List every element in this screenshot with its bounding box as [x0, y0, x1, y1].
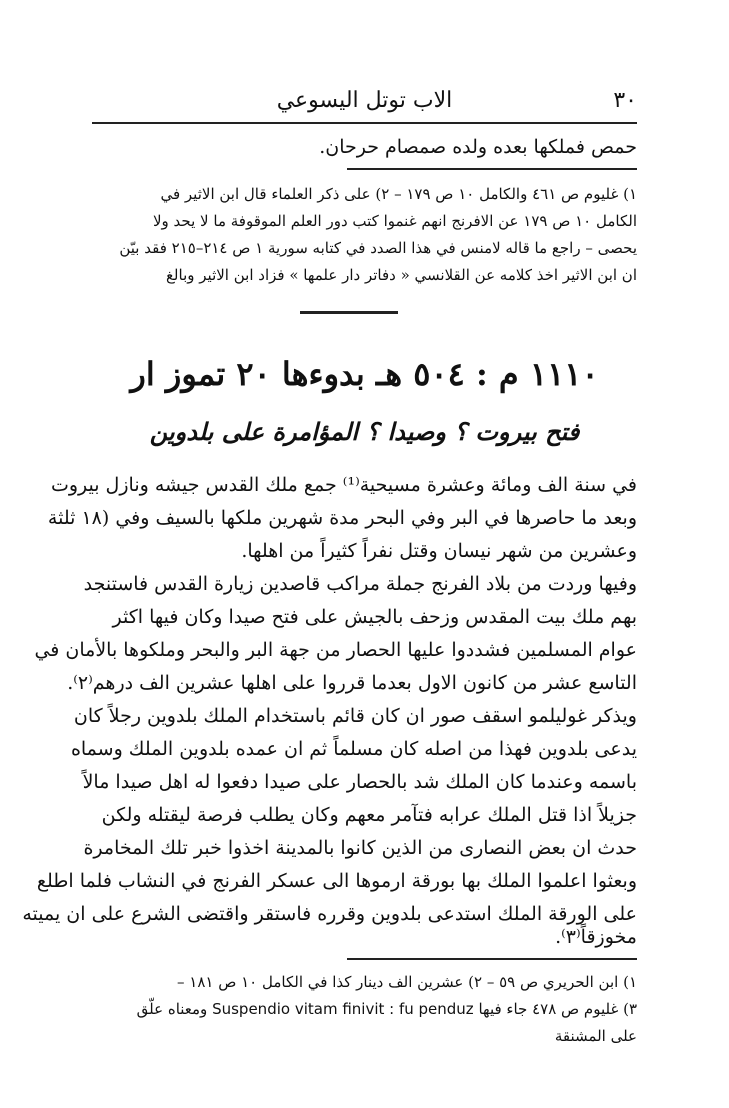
page-number: ٣٠ — [613, 88, 637, 113]
footnote-arabic-start: ٣) غليوم ص ٤٧٨ جاء فيها — [478, 1000, 637, 1018]
running-title: الاب توتل اليسوعي — [276, 88, 453, 113]
footnote-latin-quote: Suspendio vitam finivit : fu penduz — [212, 1000, 474, 1018]
body-line: في سنة الف ومائة وعشرة مسيحية⁽¹⁾ جمع ملك القدس جيشه ونازل بيروت — [50, 474, 637, 496]
top-footnote-line: ١) غليوم ص ٤٦١ والكامل ١٠ ص ١٧٩ – ٢) على ذكر العلماء قال ابن الاثير في — [160, 185, 637, 203]
body-line: وفيها وردت من بلاد الفرنج جملة مراكب قاصدين زيارة القدس فاستنجد — [83, 573, 637, 595]
body-line: التاسع عشر من كانون الاول بعدما قرروا على اهلها عشرين الف درهم⁽٢⁾. — [67, 672, 637, 694]
bottom-footnote-line: ١) ابن الحريري ص ٥٩ – ٢) عشرين الف دينار كذا في الكامل ١٠ ص ١٨١ – — [177, 973, 637, 991]
page-header — [92, 82, 637, 124]
body-line: يدعى بلدوين فهذا من اصله كان مسلماً ثم ان عمده بلدوين الملك وسماه — [70, 738, 637, 760]
body-line: مخوزقاً⁽٣⁾. — [555, 926, 637, 948]
body-line: وبعد ما حاصرها في البر وفي البحر مدة شهرين ملكها بالسيف وفي (١٨ ثلثة — [47, 507, 637, 529]
body-line: باسمه وعندما كان الملك شد بالحصار على صيدا دفعوا له اهل صيدا مالاً — [82, 771, 637, 793]
body-line: جزيلاً اذا قتل الملك عرابه فتآمر معهم وكان يطلب فرصة ليقتله ولكن — [101, 804, 637, 826]
footnote-arabic-end: ومعناه علّق — [136, 1000, 208, 1018]
body-line: وعشرين من شهر نيسان وقتل نفراً كثيراً من اهلها. — [241, 540, 637, 562]
footnote-separator-bottom — [347, 958, 637, 960]
body-line: حدث ان بعض النصارى من الذين كانوا بالمدينة اخذوا خبر تلك المخامرة — [83, 837, 637, 859]
body-line: ويذكر غوليلمو اسقف صور ان كان قائم باستخدام الملك بلدوين رجلاً كان — [73, 705, 637, 727]
body-line: على الورقة الملك استدعى بلدوين وقرره فاستقر واقتضى الشرع على ان يميته — [22, 903, 637, 925]
section-title: ١١١٠ م : ٥٠٤ هـ بدوءها ٢٠ تموز ار — [130, 355, 599, 393]
top-footnote-line: ان ابن الاثير اخذ كلامه عن القلانسي « دفاتر دار علمها » فزاد ابن الاثير وبالغ — [165, 266, 637, 284]
section-subtitle: فتح بيروت ؟ وصيدا ؟ المؤامرة على بلدوين — [149, 417, 580, 446]
top-footnote-line: يحصى – راجع ما قاله لامنس في هذا الصدد في كتابه سورية ١ ص ٢١٤–٢١٥ فقد بيّن — [119, 239, 637, 257]
body-line: وبعثوا اعلموا الملك بها بورقة ارموها الى عسكر الفرنج في النشاب فلما اطلع — [36, 870, 637, 892]
bottom-footnote-line — [92, 995, 637, 1023]
bottom-footnote-line: على المشنقة — [554, 1027, 637, 1045]
body-line: بهم ملك بيت المقدس وزحف بالجيش على فتح صيدا وكان فيها اكثر — [112, 606, 637, 628]
footnote-separator-top — [347, 168, 637, 170]
section-divider — [300, 311, 398, 314]
body-line: عوام المسلمين فشددوا عليها الحصار من جهة البر والبحر وملكوها بالأمان في — [34, 639, 637, 661]
top-footnote-line: الكامل ١٠ ص ١٧٩ عن الافرنج انهم غنموا كتب دور العلم الموقوفة ما لا يحد ولا — [152, 212, 637, 230]
top-text-line: حمص فملكها بعده ولده صمصام حرحان. — [319, 136, 637, 158]
